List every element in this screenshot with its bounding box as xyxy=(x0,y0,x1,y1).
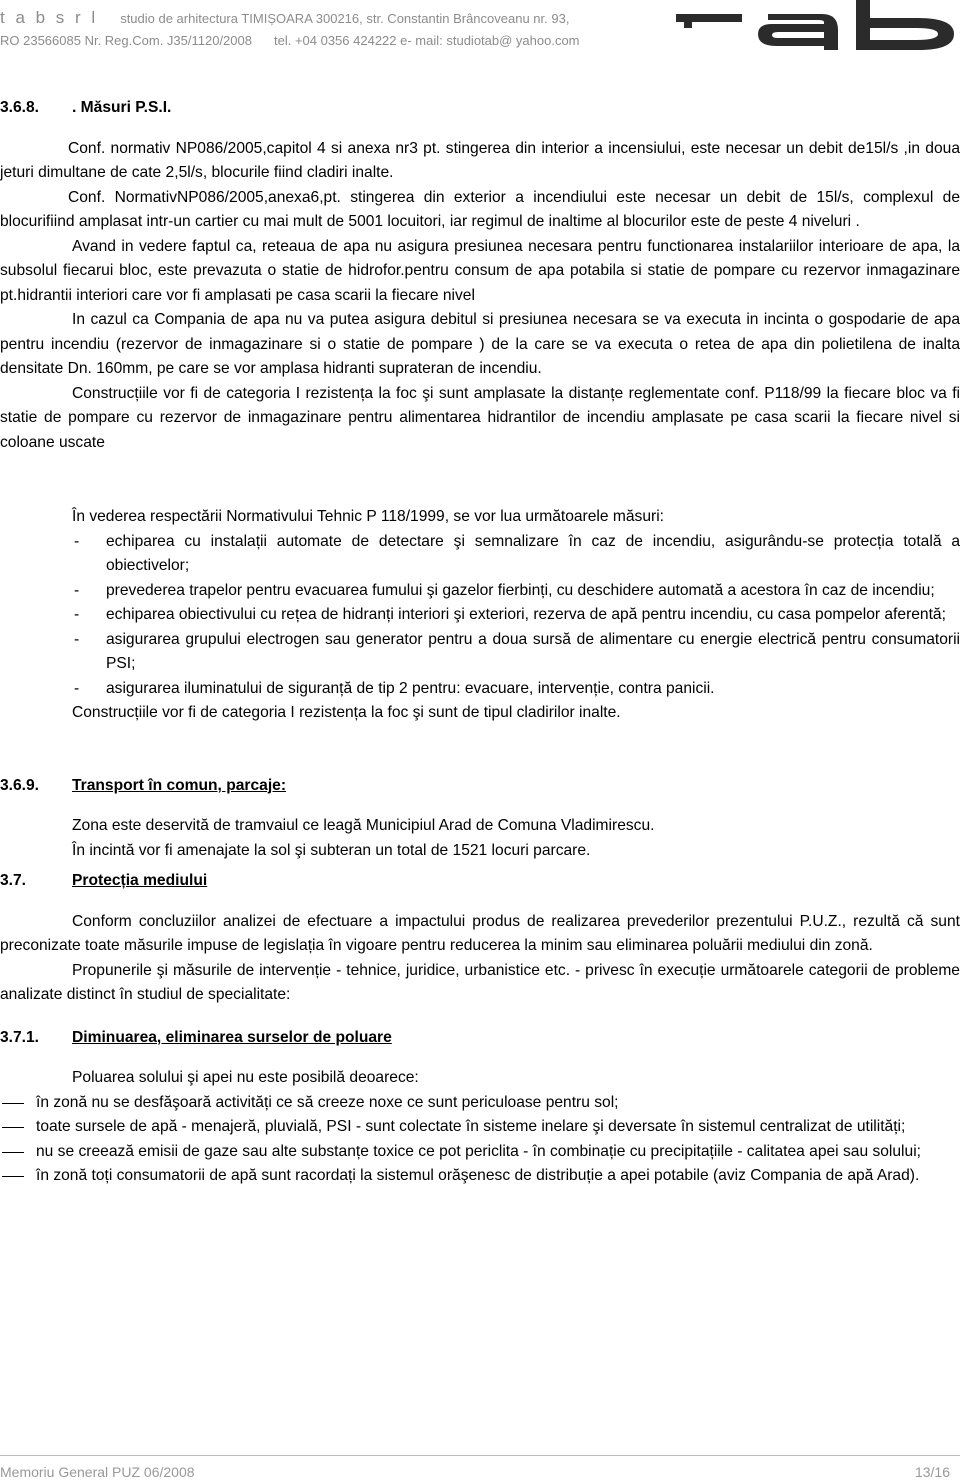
header-line-1 xyxy=(0,8,569,28)
paragraph: În vederea respectării Normativului Tehnic P 118/1999, se vor lua următoarele măsuri: xyxy=(72,508,664,525)
section-title: Protecția mediului xyxy=(72,872,208,889)
list-item: toate sursele de apă - menajeră, pluvială, PSI - sunt colectate în sisteme inelare şi deversate în sistemul centralizat de utilități; xyxy=(0,1115,960,1140)
company-contact: tel. +04 0356 424222 e- mail: studiotab@ yahoo.com xyxy=(273,33,580,48)
tab-logo-icon xyxy=(672,0,960,50)
section-number: 3.7.1. xyxy=(0,1028,40,1046)
list-item: nu se creează emisii de gaze sau alte substanțe toxice ce pot periclita - în combinație cu precipitațiile - calitatea apei sau solului; xyxy=(0,1140,960,1165)
section-number: 3.7. xyxy=(0,872,27,889)
page-number: 13/16 xyxy=(914,1464,950,1480)
document-title: Memoriu General PUZ 06/2008 xyxy=(0,1464,195,1480)
company-registration: RO 23566085 Nr. Reg.Com. J35/1120/2008 xyxy=(0,33,252,48)
pollution-list xyxy=(0,1091,960,1189)
list-item: - asigurarea grupului electrogen sau generator pentru a doua sursă de alimentare cu energie electrică pentru consumatorii PSI; xyxy=(70,628,960,677)
paragraph: Poluarea solului şi apei nu este posibilă deoarece: xyxy=(72,1069,419,1086)
paragraph: Construcțiile vor fi de categoria I rezistența la foc şi sunt de tipul cladirilor inalte. xyxy=(72,704,621,721)
list-item: - echiparea cu instalații automate de detectare şi semnalizare în caz de incendiu, asigurându-se protecția totală a obiectivelor; xyxy=(70,530,960,579)
paragraph: Propunerile şi măsurile de intervenție - tehnice, juridice, urbanistice etc. - privesc în execuție următoarele categorii de probleme analizate distinct în studiul de specialitate: xyxy=(0,961,960,1003)
section-title: Diminuarea, eliminarea surselor de poluare xyxy=(72,1028,392,1046)
list-item: în zonă toți consumatorii de apă sunt racordați la sistemul orăşenesc de distribuție a apei potabile (aviz Compania de apă Arad). xyxy=(0,1164,960,1189)
paragraph: În incintă vor fi amenajate la sol şi subteran un total de 1521 locuri parcare. xyxy=(72,841,591,859)
section-heading-3-7 xyxy=(0,869,960,894)
section-number: 3.6.9. xyxy=(0,776,40,794)
paragraph: Conf. NormativNP086/2005,anexa6,pt. stingerea din exterior a incendiului este necesar un debit de 15l/s, complexul de blocurifiind amplasat intr-un cartier cu mai mult de 5001 locuitori, iar regimul de inaltime al blocurilor este de peste 4 niveluri . xyxy=(0,188,960,230)
section-title: Transport în comun, parcaje: xyxy=(72,776,287,794)
company-address: studio de arhitectura TIMIȘOARA 300216, str. Constantin Brâncoveanu nr. 93, xyxy=(120,11,570,26)
paragraph: Avand in vedere faptul ca, reteaua de apa nu asigura presiunea necesara pentru functionarea instalariilor interioare de apa, la subsolul fiecarui bloc, este prevazuta o statie de hidrofor.pentru consum de apa potabila si statie de pompare cu rezervor inmagazinare pt.hidrantii interiori care vor fi amplasati pe casa scarii la fiecare nivel xyxy=(0,237,960,304)
paragraph: Conform concluziilor analizei de efectuare a impactului produs de realizarea prevederilor prezentului P.U.Z., rezultă că sunt preconizate toate măsurile impuse de legislația în vigoare pentru reducerea la minim sau eliminarea poluării mediului din zonă. xyxy=(0,912,960,954)
header-line-2 xyxy=(0,33,580,48)
section-heading-3-6-8 xyxy=(0,96,960,121)
company-name: t a b s r l xyxy=(0,8,99,27)
list-item: în zonă nu se desfăşoară activități ce să creeze noxe ce sunt periculoase pentru sol; xyxy=(0,1091,960,1116)
page-footer xyxy=(0,1455,960,1483)
list-item: - asigurarea iluminatului de siguranță de tip 2 pentru: evacuare, intervenție, contra panicii. xyxy=(70,677,960,702)
paragraph: Conf. normativ NP086/2005,capitol 4 si anexa nr3 pt. stingerea din interior a incensiului, este necesar un debit de15l/s ,in doua jeturi dimultane de cate 2,5l/s, blocurile fiind cladiri inalte. xyxy=(0,139,960,181)
paragraph: Construcțiile vor fi de categoria I rezistența la foc şi sunt amplasate la distanțe reglementate conf. P118/99 la fiecare bloc va fi statie de pompare cu rezervor de inmagazinare pentru alimentarea hidrantilor de incendiu amplasate pe casa scarii la fiecare nivel si coloane uscate xyxy=(0,384,960,451)
list-item: - echiparea obiectivului cu rețea de hidranți interiori şi exteriori, rezerva de apă pentru incendiu, cu casa pompelor aferentă; xyxy=(70,603,960,628)
paragraph: Zona este deservită de tramvaiul ce leagă Municipiul Arad de Comuna Vladimirescu. xyxy=(72,817,655,834)
section-number: 3.6.8. xyxy=(0,99,40,116)
measures-list xyxy=(0,530,960,702)
page-header xyxy=(0,0,960,54)
section-title: . Măsuri P.S.I. xyxy=(72,99,172,116)
section-heading-3-7-1 xyxy=(0,1026,960,1051)
list-item: - prevederea trapelor pentru evacuarea fumului şi gazelor fierbinți, cu deschidere automată a acestora în caz de incendiu; xyxy=(70,579,960,604)
section-heading-3-6-9 xyxy=(0,774,960,799)
document-body xyxy=(0,96,960,1189)
paragraph: In cazul ca Compania de apa nu va putea asigura debitul si presiunea necesara se va executa in incinta o gospodarie de apa pentru incendiu (rezervor de inmagazinare si o statie de pompare ) de la care se va executa o retea de apa din polietilena de inalta densitate Dn. 160mm, pe care se vor amplasa hidranti suprateran de incendiu. xyxy=(0,311,960,377)
